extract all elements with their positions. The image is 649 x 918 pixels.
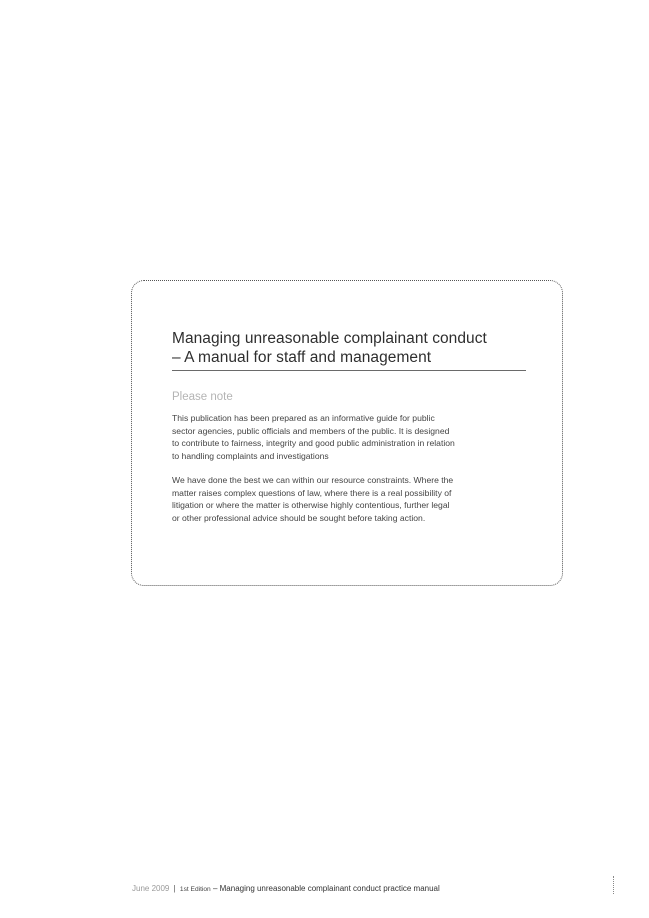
paragraph-line: to handling complaints and investigations [172, 450, 329, 461]
note-box [131, 280, 563, 586]
paragraph-line: litigation or where the matter is otherwise highly contentious, further legal [172, 500, 450, 511]
document-title-line-2: – A manual for staff and management [172, 349, 432, 366]
paragraph-line: We have done the best we can within our resource constraints. Where the [172, 475, 454, 485]
footer-date: June 2009 [132, 884, 170, 893]
paragraph-line: matter raises complex questions of law, where there is a real possibility of [172, 487, 452, 498]
document-title [172, 329, 526, 367]
note-paragraph-disclaimer [172, 474, 524, 524]
page-margin-mark [613, 876, 614, 894]
document-title-line-1: Managing unreasonable complainant conduct [172, 330, 487, 347]
title-divider [172, 370, 526, 371]
paragraph-line: This publication has been prepared as an informative guide for public [172, 413, 435, 423]
page-footer [132, 884, 440, 895]
footer-title: – Managing unreasonable complainant conduct practice manual [212, 884, 440, 893]
please-note-heading: Please note [172, 391, 233, 403]
footer-separator: | [173, 884, 176, 893]
footer-edition: 1st Edition [179, 886, 211, 893]
paragraph-line: sector agencies, public officials and members of the public. It is designed [172, 425, 450, 436]
paragraph-line: or other professional advice should be sought before taking action. [172, 512, 426, 523]
note-paragraph-purpose [172, 412, 524, 462]
paragraph-line: to contribute to fairness, integrity and good public administration in relation [172, 438, 455, 449]
